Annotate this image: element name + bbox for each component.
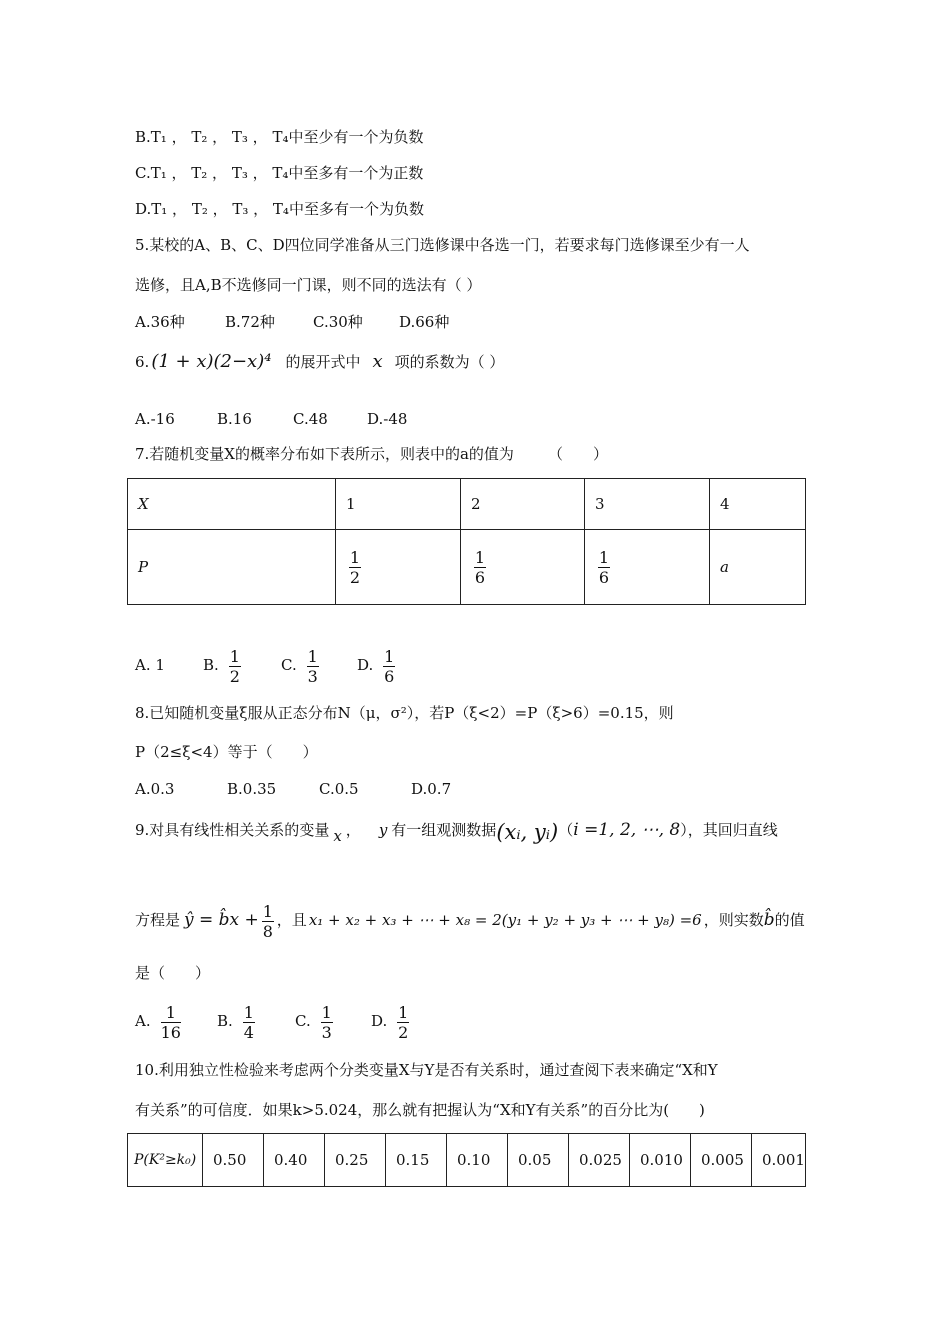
q8-option-b: B.0.35: [227, 780, 277, 798]
q9-bhat: b̂: [763, 910, 775, 930]
table-cell: 1: [336, 479, 461, 530]
q5-option-a: A.36种: [135, 313, 185, 331]
q9-stem-line2: 方程是 ŷ = b̂x + $\frac{1}{8}$ ，且 x₁ + x₂ + x₃ + ⋯ + x₈ = 2(y₁ + y₂ + y₃ + ⋯ + y₈) =6 ，则实数b̂的值: [135, 901, 805, 941]
q6-var: x: [372, 351, 383, 372]
q7-stem-text: 7.若随机变量X的概率分布如下表所示，则表中的a的值为: [135, 445, 514, 463]
table-cell: 0.15: [386, 1134, 447, 1187]
table-cell: 2: [461, 479, 585, 530]
q6-options: [135, 409, 407, 429]
q5-option-d: D.66种: [399, 313, 450, 331]
q10-stem-line2: 有关系”的可信度．如果k>5.024，那么就有把握认为“X和Y有关系”的百分比为( ): [135, 1101, 705, 1119]
q9-option-b: B. $\frac{1}{4}$: [217, 1002, 254, 1042]
q7-option-b: B. $\frac{1}{2}$: [203, 646, 240, 686]
q7-stem: [135, 444, 608, 464]
q4-option-d: D.T₁ ， T₂ ， T₃ ， T₄中至多有一个为负数: [135, 200, 424, 218]
q6-option-a: A.-16: [135, 410, 175, 428]
q9-sum-equation: x₁ + x₂ + x₃ + ⋯ + x₈ = 2(y₁ + y₂ + y₃ + ⋯ + y₈) =6: [308, 911, 702, 929]
q9-regression-eq: ŷ = b̂x +: [184, 910, 259, 930]
q10-stem-line1: 10.利用独立性检验来考虑两个分类变量X与Y是否有关系时，通过查阅下表来确定“X和Y: [135, 1061, 718, 1079]
fraction: $\frac{1}{6}$: [474, 547, 486, 587]
table-cell: 0.005: [691, 1134, 752, 1187]
q6-expression: (1 + x)(2−x)⁴: [151, 351, 272, 372]
q9-option-a: A. $\frac{1}{16}$: [135, 1002, 181, 1042]
table-cell: P: [128, 530, 336, 605]
table-cell: a: [710, 530, 806, 605]
table-cell: [461, 530, 585, 605]
fraction: $\frac{1}{8}$: [262, 901, 273, 941]
q6-mid-text: 的展开式中: [285, 353, 361, 371]
q5-options: [135, 312, 449, 332]
q6-stem: [135, 352, 504, 372]
q8-option-a: A.0.3: [135, 780, 175, 798]
table-cell: 0.001: [752, 1134, 806, 1187]
q8-option-d: D.0.7: [411, 780, 452, 798]
q9-option-d: D. $\frac{1}{2}$: [371, 1002, 409, 1042]
table-cell: 0.05: [508, 1134, 569, 1187]
fraction: $\frac{1}{6}$: [598, 547, 610, 587]
table-row: [128, 1134, 806, 1187]
table-cell: 0.025: [569, 1134, 630, 1187]
q7-option-d: D. $\frac{1}{6}$: [357, 646, 395, 686]
q8-options: [135, 779, 451, 799]
q9-options: [135, 998, 412, 1044]
q4-option-b: B.T₁ ， T₂ ， T₃ ， T₄中至少有一个为负数: [135, 128, 424, 146]
q9-index-range: i =1, 2, ⋯, 8: [573, 820, 681, 840]
q5-stem-line2: 选修，且A,B不选修同一门课，则不同的选法有（ ）: [135, 276, 482, 294]
table-cell: [585, 530, 710, 605]
q4-option-c: C.T₁ ， T₂ ， T₃ ， T₄中至多有一个为正数: [135, 164, 424, 182]
q6-option-b: B.16: [217, 410, 252, 428]
q6-option-d: D.-48: [367, 410, 408, 428]
q6-suffix: 项的系数为（ ）: [394, 353, 505, 371]
q7-table-row-x: [128, 479, 806, 530]
q7-options: [135, 642, 398, 688]
q7-option-c: C. $\frac{1}{3}$: [281, 646, 318, 686]
table-cell: X: [128, 479, 336, 530]
table-cell: 0.25: [325, 1134, 386, 1187]
table-cell: 4: [710, 479, 806, 530]
table-cell: 0.40: [264, 1134, 325, 1187]
q9-stem-line3: 是（ ）: [135, 964, 211, 982]
table-cell: [336, 530, 461, 605]
q9-option-c: C. $\frac{1}{3}$: [295, 1002, 332, 1042]
q7-paren: （ ）: [547, 445, 608, 463]
q8-option-c: C.0.5: [319, 780, 359, 798]
table-cell: 0.10: [447, 1134, 508, 1187]
fraction: $\frac{1}{2}$: [349, 547, 361, 587]
q8-stem-line2: P（2≤ξ<4）等于（ ）: [135, 743, 318, 761]
q10-critical-value-table: [127, 1133, 806, 1187]
q8-stem-line1: 8.已知随机变量ξ服从正态分布N（μ，σ²），若P（ξ<2）=P（ξ>6）=0.15，则: [135, 704, 674, 722]
table-cell: P(K²≥k₀): [128, 1134, 203, 1187]
q5-option-c: C.30种: [313, 313, 363, 331]
q9-stem-line1: 9.对具有线性相关关系的变量 x ， y 有一组观测数据(xᵢ, yᵢ)（i =1, 2, ⋯, 8），其回归直线: [135, 820, 778, 845]
table-cell: 0.010: [630, 1134, 691, 1187]
q7-distribution-table: [127, 478, 806, 605]
q5-option-b: B.72种: [225, 313, 275, 331]
q6-option-c: C.48: [293, 410, 328, 428]
q7-option-a: A. 1: [135, 656, 165, 674]
q5-stem-line1: 5.某校的A、B、C、D四位同学准备从三门选修课中各选一门，若要求每门选修课至少有一人: [135, 236, 750, 254]
q6-number: 6.: [135, 353, 150, 371]
q9-data-pair: (xᵢ, yᵢ): [496, 820, 559, 844]
table-cell: 0.50: [203, 1134, 264, 1187]
q7-table-row-p: [128, 530, 806, 605]
table-cell: 3: [585, 479, 710, 530]
